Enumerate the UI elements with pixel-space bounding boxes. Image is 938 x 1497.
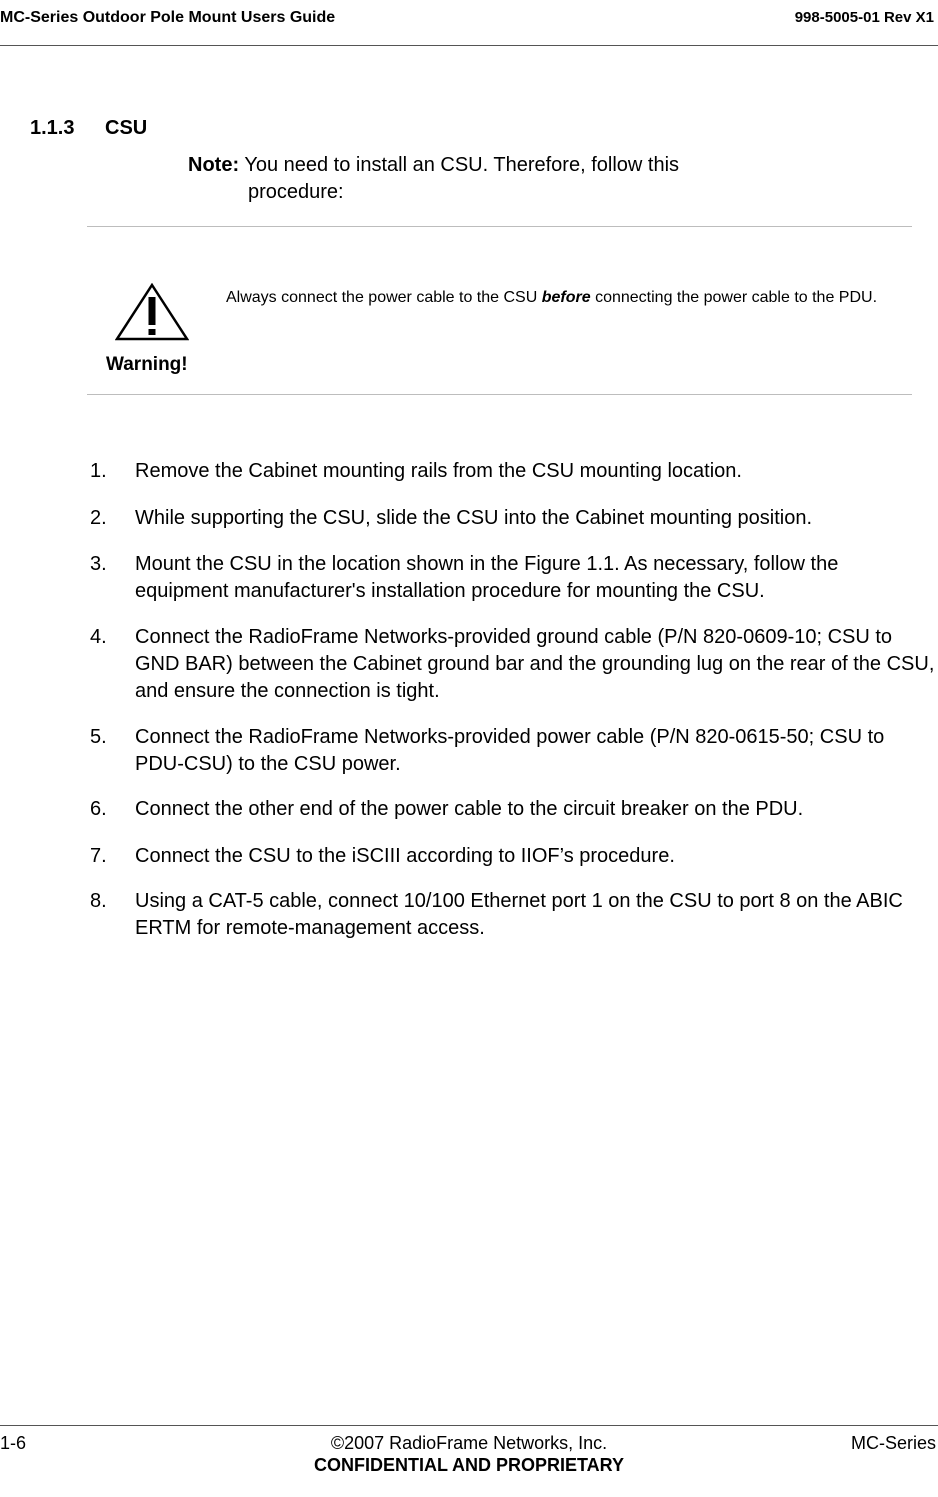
header-title: MC-Series Outdoor Pole Mount Users Guide xyxy=(0,9,336,26)
step-number: 6. xyxy=(90,798,107,820)
procedure-step-2 xyxy=(90,505,935,532)
procedure-step-1 xyxy=(90,458,935,485)
warning-bottom-divider xyxy=(87,394,912,395)
header-divider xyxy=(0,45,938,46)
step-text: Connect the RadioFrame Networks-provided ground cable (P/N 820-0609-10; CSU to GND BAR) between the Cabinet ground bar and the grounding lug on the rear of the CSU, and ensure the connection is tight. xyxy=(135,626,935,702)
step-text: Mount the CSU in the location shown in the Figure 1.1. As necessary, follow the equipment manufacturer's installation procedure for mounting the CSU. xyxy=(135,553,839,602)
step-number: 7. xyxy=(90,845,107,867)
footer-divider xyxy=(0,1425,938,1426)
step-number: 4. xyxy=(90,626,107,648)
document-id: 998-5005-01 Rev X1 xyxy=(794,9,934,26)
page-number: 1-6 xyxy=(0,1433,27,1453)
note-text-line1: You need to install an CSU. Therefore, follow this xyxy=(244,154,680,176)
warning-top-divider xyxy=(87,226,912,227)
step-text: While supporting the CSU, slide the CSU into the Cabinet mounting position. xyxy=(135,507,813,529)
step-text: Connect the CSU to the iSCIII according to IIOF’s procedure. xyxy=(135,845,675,867)
copyright-notice: ©2007 RadioFrame Networks, Inc. xyxy=(330,1433,608,1453)
section-title: CSU xyxy=(105,117,148,139)
warning-text xyxy=(226,287,906,308)
procedure-step-6 xyxy=(90,796,935,823)
step-text: Using a CAT-5 cable, connect 10/100 Ethernet port 1 on the CSU to port 8 on the ABIC ERTM for remote-management access. xyxy=(135,890,903,939)
note-label: Note: xyxy=(188,154,240,176)
procedure-step-3 xyxy=(90,551,935,605)
procedure-step-5 xyxy=(90,724,935,778)
section-number: 1.1.3 xyxy=(30,117,75,139)
step-number: 5. xyxy=(90,726,107,748)
warning-triangle-icon xyxy=(115,283,189,341)
note-block xyxy=(188,152,788,206)
step-text: Connect the RadioFrame Networks-provided power cable (P/N 820-0615-50; CSU to PDU-CSU) to the CSU power. xyxy=(135,726,885,775)
warning-text-after: connecting the power cable to the PDU. xyxy=(590,289,878,306)
product-name: MC-Series xyxy=(850,1433,936,1453)
step-number: 3. xyxy=(90,553,107,575)
warning-label: Warning! xyxy=(106,354,188,375)
warning-text-before: Always connect the power cable to the CSU xyxy=(226,289,542,306)
procedure-step-8 xyxy=(90,888,935,942)
note-text-line2: procedure: xyxy=(248,181,344,203)
step-number: 8. xyxy=(90,890,107,912)
warning-text-emphasis: before xyxy=(541,289,591,306)
step-text: Connect the other end of the power cable to the circuit breaker on the PDU. xyxy=(135,798,804,820)
step-number: 2. xyxy=(90,507,107,529)
confidential-notice: CONFIDENTIAL AND PROPRIETARY xyxy=(313,1455,625,1475)
procedure-step-4 xyxy=(90,624,935,705)
step-text: Remove the Cabinet mounting rails from the CSU mounting location. xyxy=(135,460,742,482)
procedure-step-7 xyxy=(90,843,935,870)
step-number: 1. xyxy=(90,460,107,482)
